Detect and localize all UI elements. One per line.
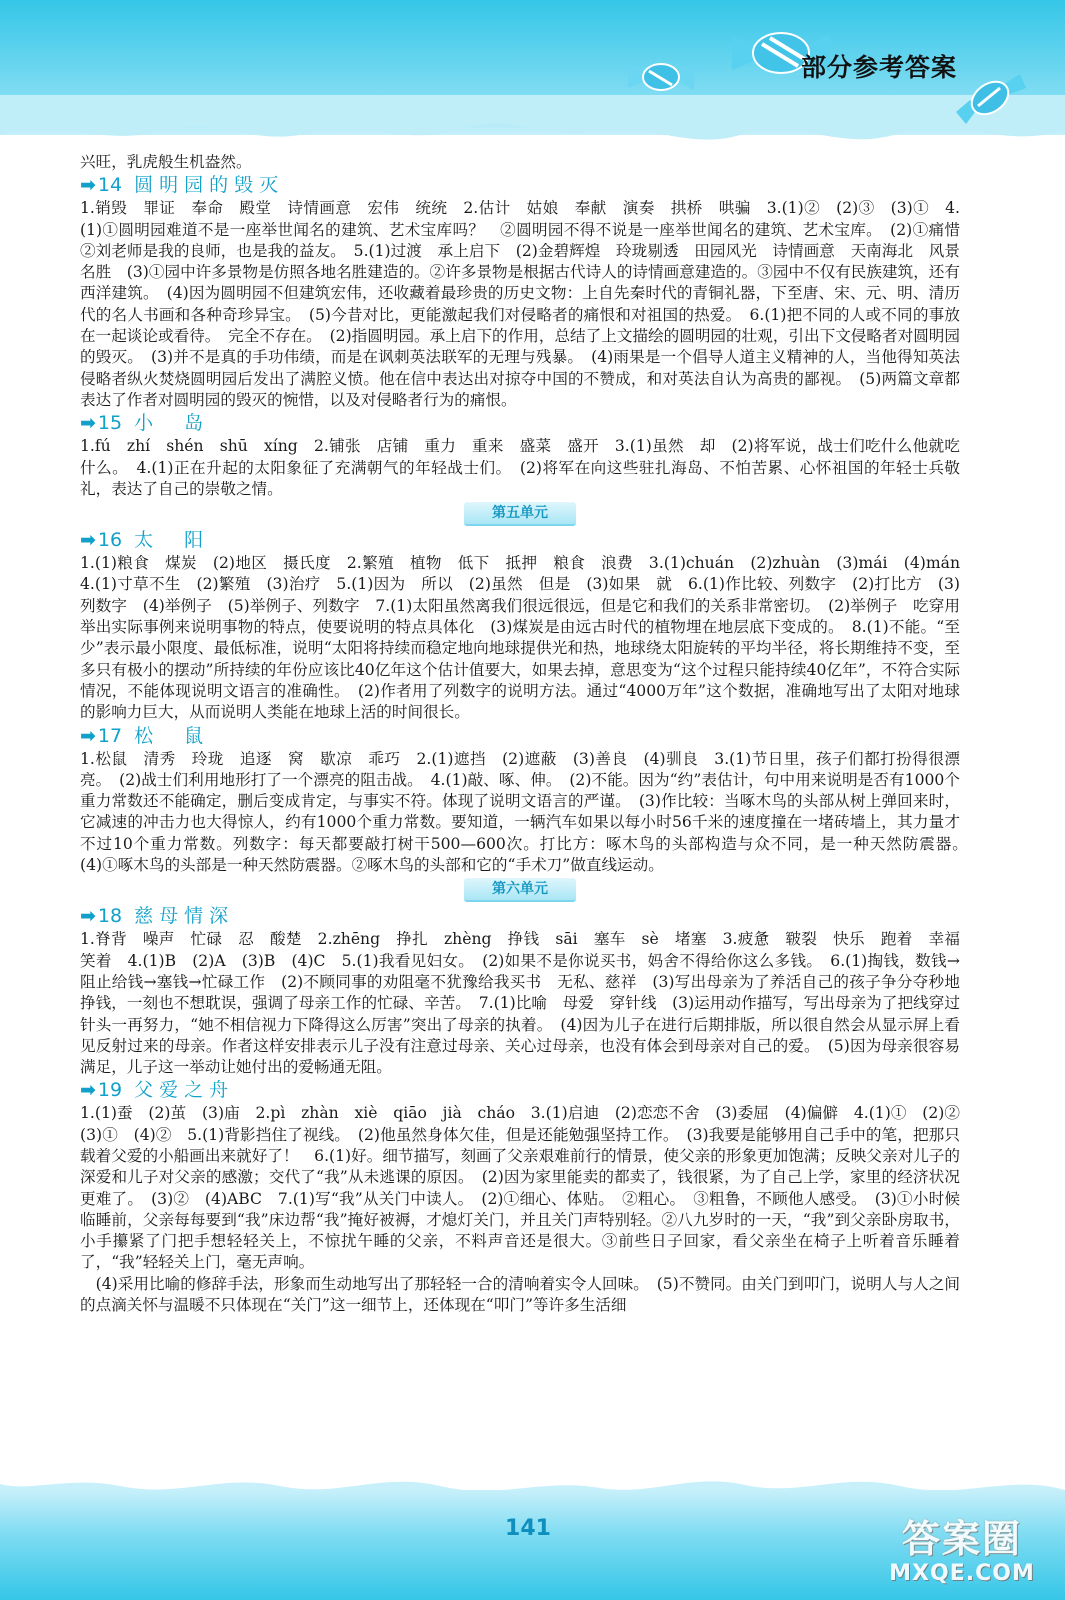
arrow-icon: ➡ xyxy=(80,174,96,197)
answer-paragraph: 1.(1)粮食 煤炭 (2)地区 摄氏度 2.繁殖 植物 低下 抵押 粮食 浪费 3.(1)chuán (2)zhuàn (3)mái (4)mán 4.(1)寸草不生 (2)繁殖 (3)治疗 5.(1)因为 所以 (2)虽然 但是 (3)如果 就 6.(1)作比较、列数字 (2)打比方 (3)列数字 (4)举例子 (5)举例子、列数字 7.(1)太阳虽然离我们很远很远，但是它和我们的关系非常密切。 (2)举例子 吃穿用 举出实际事例来说明事物的特点，使要说明的特点具体化 (3)煤炭是由远古时代的植物埋在地层底下变成的。 8.(1)不能。“至少”表示最小限度、最低标准，说明“太阳将持续而稳定地向地球提供光和热，地球绕太阳旋转的平均半径，将长期维持不变，至多只有极小的摆动”所持续的年份应该比40亿年这个估计值要大，如果去掉，意思变为“这个过程只能持续40亿年”，不符合实际情况，不能体现说明文语言的准确性。 (2)作者用了列数字的说明方法。通过“4000万年”这个数据，准确地写出了太阳对地球的影响力巨大，从而说明人类能在地球上活的时间很长。 xyxy=(80,554,976,722)
candy-icon xyxy=(948,68,1028,128)
answer-paragraph: 1.脊背 噪声 忙碌 忍 酸楚 2.zhēng 挣扎 zhèng 挣钱 sāi 塞车 sè 堵塞 3.疲惫 皲裂 快乐 跑着 幸福 笑着 4.(1)B (2)A (3)B (4)C 5.(1)我看见妇女。 (2)如果不是你说买书，妈舍不得给你这么多钱。 6.(1)掏钱，数钱→阻止给钱→塞钱→忙碌工作 (2)不顾同事的劝阻毫不犹豫给我买书 无私、慈祥 (3)写出母亲为了养活自己的孩子争分夺秒地挣钱，一刻也不想耽误，强调了母亲工作的忙碌、辛苦。 7.(1)比喻 母爱 穿针线 (3)运用动作描写，写出母亲为了把线穿过针头一再努力，“她不相信视力下降得这么厉害”突出了母亲的执着。 (4)因为儿子在进行后期排版，所以很自然会从显示屏上看见反射过来的母亲。作者这样安排表示儿子没有注意过母亲、关心过母亲，也没有体会到母亲对自己的爱。 (5)因为母亲很容易满足，儿子这一举动让她付出的爱畅通无阻。 xyxy=(80,930,976,1077)
lesson-heading: ➡ 19 父爱之舟 xyxy=(80,1079,235,1102)
lesson-heading: ➡ 18 慈母情深 xyxy=(80,905,235,928)
arrow-icon: ➡ xyxy=(80,1079,96,1102)
answer-paragraph: 1.销毁 罪证 奉命 殿堂 诗情画意 宏伟 统统 2.估计 姑娘 奉献 演奏 拱桥 哄骗 3.(1)② (2)③ (3)① 4.(1)①圆明园难道不是一座举世闻名的建筑、艺术宝库吗？ ②圆明园不得不说是一座举世闻名的建筑、艺术宝库。 (2)①痛惜 ②刘老师是我的良师，也是我的益友。 5.(1)过渡 承上启下 (2)金碧辉煌 玲珑剔透 田园风光 诗情画意 天南海北 风景名胜 (3)①园中许多景物是仿照各地名胜建造的。②许多景物是根据古代诗人的诗情画意建造的。③园中不仅有民族建筑，还有西洋建筑。 (4)因为圆明园不但建筑宏伟，还收藏着最珍贵的历史文物：上自先秦时代的青铜礼器，下至唐、宋、元、明、清历代的名人书画和各种奇珍异宝。 (5)今昔对比，更能激起我们对侵略者的痛恨和对祖国的热爱。 6.(1)把不同的人或不同的事放在一起谈论或看待。 完全不存在。 (2)指圆明园。承上启下的作用，总结了上文描绘的圆明园的壮观，引出下文侵略者对圆明园的毁灭。 (3)并不是真的手功伟绩，而是在讽刺英法联军的无理与残暴。 (4)雨果是一个倡导人道主义精神的人，当他得知英法侵略者纵火焚烧圆明园后发出了满腔义愤。他在信中表达出对掠夺中国的不赞成，和对英法自认为高贵的鄙视。 (5)两篇文章都表达了作者对圆明园的毁灭的惋惜，以及对侵略者行为的痛恨。 xyxy=(80,199,976,409)
lesson-heading: ➡ 14 圆明园的毁灭 xyxy=(80,174,285,197)
page-number: 141 xyxy=(505,1516,551,1541)
unit-heading: 第五单元 xyxy=(464,502,576,526)
arrow-icon: ➡ xyxy=(80,529,96,552)
answer-paragraph: 1.(1)蚕 (2)茧 (3)庙 2.pì zhàn xiè qiāo jià cháo 3.(1)启迪 (2)恋恋不舍 (3)委屈 (4)偏僻 4.(1)① (2)② (3)① (4)② 5.(1)背影挡住了视线。 (2)他虽然身体欠佳，但是还能勉强坚持工作。 (3)我要是能够用自己手中的笔，把那只载着父爱的小船画出来就好了！ 6.(1)好。细节描写，刻画了父亲艰难前行的情景，使父亲的形象更加饱满；反映父亲对儿子的深爱和儿子对父亲的感激；交代了“我”从未逃课的原因。 (2)因为家里能卖的都卖了，钱很紧，为了自己上学，家里的经济状况更难了。 (3)② (4)ABC 7.(1)写“我”从关门中读人。 (2)①细心、体贴。 ②粗心。 ③粗鲁，不顾他人感受。 (3)①小时候临睡前，父亲每每要到“我”床边帮“我”掩好被褥，才熄灯关门，并且关门声特别轻。②八九岁时的一天，“我”到父亲卧房取书，小手攥紧了门把手想轻轻关上，不惊扰午睡的父亲，不料声音还是很大。③前些日子回家，看父亲坐在椅子上听着音乐睡着了，“我”轻轻关上门，毫无声响。 xyxy=(80,1104,976,1272)
arrow-icon: ➡ xyxy=(80,412,96,435)
answer-paragraph: 1.松鼠 清秀 玲珑 追逐 窝 歇凉 乖巧 2.(1)遮挡 (2)遮蔽 (3)善良 (4)驯良 3.(1)节日里，孩子们都打扮得很漂亮。 (2)战士们利用地形打了一个漂亮的阻击战。 4.(1)敲、啄、伸。 (2)不能。因为“约”表估计，句中用来说明是否有1000个重力常数还不能确定，删后变成肯定，与事实不符。体现了说明文语言的严谨。 (3)作比较：当啄木鸟的头部从树上弹回来时，它减速的冲击力也大得惊人，约有1000个重力常数。要知道，一辆汽车如果以每小时56千米的速度撞在一堵砖墙上，其力量才不过10个重力常数。列数字：每天都要敲打树干500—600次。打比方：啄木鸟的头部构造与众不同，是一种天然防震器。 (4)①啄木鸟的头部是一种天然防震器。②啄木鸟的头部和它的“手术刀”做直线运动。 xyxy=(80,749,976,875)
lesson-heading: ➡ 15 小 岛 xyxy=(80,412,210,435)
lesson-heading: ➡ 16 太 阳 xyxy=(80,529,210,552)
answer-paragraph: (4)采用比喻的修辞手法，形象而生动地写出了那轻轻一合的清响着实令人回味。 (5)不赞同。由关门到叩门，说明人与人之间的点滴关怀与温暖不只体现在“关门”这一细节上，还体现在“叩门”等许多生活细 xyxy=(80,1274,960,1315)
arrow-icon: ➡ xyxy=(80,724,96,747)
answer-paragraph: 1.fú zhí shén shū xíng 2.铺张 店铺 重力 重来 盛菜 盛开 3.(1)虽然 却 (2)将军说，战士们吃什么他就吃什么。 4.(1)正在升起的太阳象征了充满朝气的年轻战士们。 (2)将军在向这些驻扎海岛、不怕苦累、心怀祖国的年轻士兵敬礼，表达了自己的崇敬之情。 xyxy=(80,437,960,498)
answer-paragraph: 兴旺，乳虎般生机盎然。 xyxy=(80,153,252,171)
watermark-logo: 答案圈 MXQE.COM xyxy=(889,1517,1035,1586)
section-title: 部分参考答案 xyxy=(800,53,957,82)
candy-icon xyxy=(626,56,696,96)
arrow-icon: ➡ xyxy=(80,905,96,928)
unit-heading: 第六单元 xyxy=(464,878,576,902)
lesson-heading: ➡ 17 松 鼠 xyxy=(80,724,210,747)
answer-content xyxy=(80,152,976,1316)
